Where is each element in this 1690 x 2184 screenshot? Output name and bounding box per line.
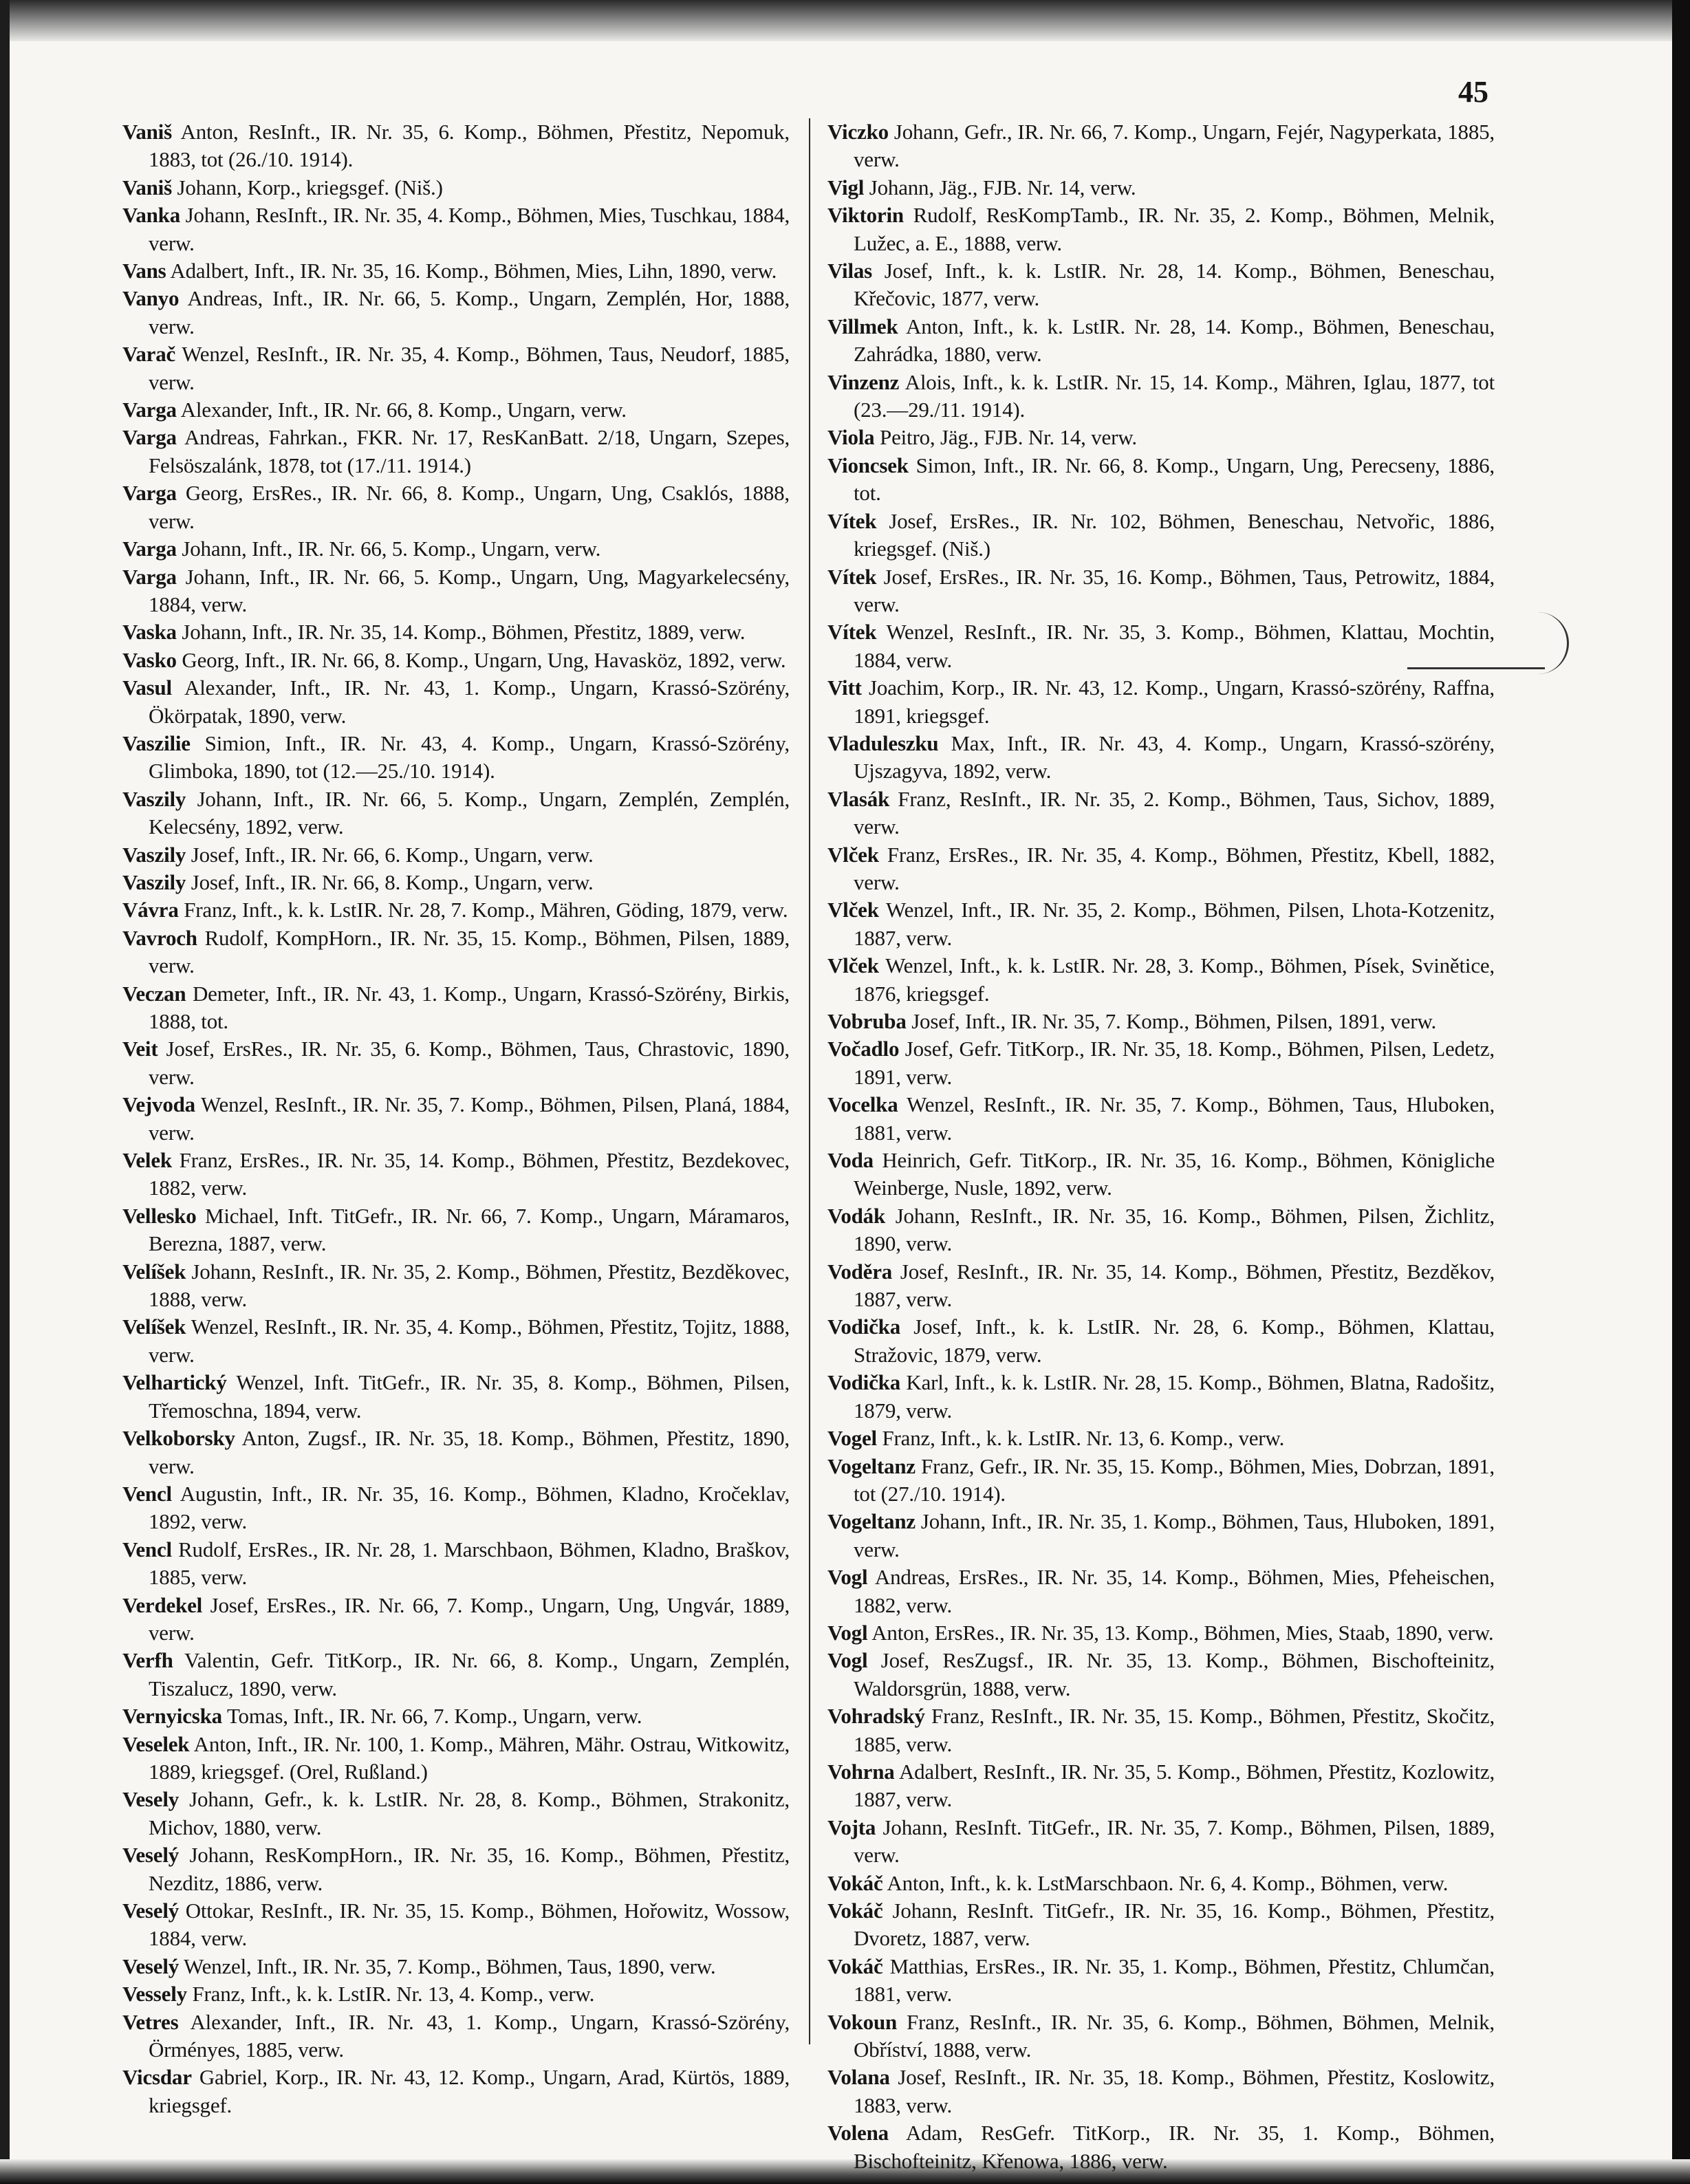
list-entry	[827, 118, 1495, 174]
entry-surname: Vokáč	[827, 1954, 883, 1978]
entry-details: Demeter, Inft., IR. Nr. 43, 1. Komp., Ungarn, Krassó-Szörény, Birkis, 1888, tot.	[149, 981, 790, 1033]
list-entry	[122, 786, 790, 841]
entry-surname: Volana	[827, 2065, 890, 2090]
entry-surname: Vanka	[122, 203, 181, 228]
entry-surname: Velíšek	[122, 1315, 186, 1339]
entry-details: Wenzel, ResInft., IR. Nr. 35, 4. Komp., Böhmen, Přestitz, Tojitz, 1888, verw.	[149, 1315, 790, 1367]
list-entry	[827, 1369, 1495, 1425]
entry-details: Johann, ResInft., IR. Nr. 35, 4. Komp., Böhmen, Mies, Tuschkau, 1884, verw.	[149, 203, 790, 255]
list-entry	[122, 563, 790, 619]
list-entry	[827, 1897, 1495, 1953]
entry-details: Ottokar, ResInft., IR. Nr. 35, 15. Komp., Böhmen, Hořowitz, Wossow, 1884, verw.	[149, 1899, 790, 1951]
entry-surname: Vogeltanz	[827, 1509, 916, 1534]
list-entry	[122, 925, 790, 980]
entry-surname: Verdekel	[122, 1592, 203, 1617]
entry-surname: Vaniš	[122, 175, 172, 199]
list-entry	[827, 1702, 1495, 1758]
entry-surname: Vinzenz	[827, 369, 900, 394]
list-entry	[122, 424, 790, 479]
list-entry	[827, 1564, 1495, 1619]
entry-surname: Vetres	[122, 2009, 179, 2034]
list-entry	[122, 1953, 790, 1980]
list-entry	[827, 257, 1495, 313]
list-entry	[122, 869, 790, 896]
list-entry	[827, 1508, 1495, 1564]
list-entry	[122, 647, 790, 674]
list-entry	[827, 1035, 1495, 1091]
list-entry	[122, 174, 790, 202]
entry-surname: Vesely	[122, 1787, 180, 1812]
entry-surname: Vans	[122, 259, 166, 283]
list-entry	[827, 2064, 1495, 2119]
entry-surname: Varga	[122, 398, 177, 422]
entry-surname: Varga	[122, 564, 177, 589]
entry-details: Karl, Inft., k. k. LstIR. Nr. 28, 15. Komp., Böhmen, Blatna, Radošitz, 1879, verw.	[854, 1370, 1495, 1423]
entry-surname: Vogl	[827, 1620, 868, 1645]
list-entry	[122, 1202, 790, 1258]
entry-details: Rudolf, ResKompTamb., IR. Nr. 35, 2. Komp., Böhmen, Melnik, Lužec, a. E., 1888, verw.	[854, 203, 1495, 255]
list-entry	[122, 1035, 790, 1091]
column-divider	[809, 118, 810, 2044]
entry-details: Anton, Zugsf., IR. Nr. 35, 18. Komp., Böhmen, Přestitz, 1890, verw.	[149, 1426, 790, 1478]
left-column	[122, 118, 790, 2119]
entry-surname: Varga	[122, 537, 177, 561]
entry-details: Simon, Inft., IR. Nr. 66, 8. Komp., Ungarn, Ung, Perecseny, 1886, tot.	[854, 453, 1495, 506]
entry-details: Gabriel, Korp., IR. Nr. 43, 12. Komp., Ungarn, Arad, Kürtös, 1889, kriegsgef.	[149, 2065, 790, 2117]
list-entry	[827, 896, 1495, 952]
list-entry	[122, 479, 790, 535]
entry-details: Josef, ResInft., IR. Nr. 35, 18. Komp., Böhmen, Přestitz, Koslowitz, 1883, verw.	[854, 2065, 1495, 2117]
list-entry	[827, 424, 1495, 451]
list-entry	[122, 535, 790, 563]
entry-details: Johann, Jäg., FJB. Nr. 14, verw.	[869, 175, 1136, 199]
list-entry	[827, 1814, 1495, 1870]
entry-surname: Veit	[122, 1037, 158, 1061]
list-entry	[122, 1258, 790, 1314]
entry-surname: Vokáč	[827, 1899, 883, 1923]
pen-mark-line	[1407, 667, 1545, 669]
entry-details: Andreas, Inft., IR. Nr. 66, 5. Komp., Ungarn, Zemplén, Hor, 1888, verw.	[149, 286, 790, 338]
entry-surname: Vicsdar	[122, 2065, 192, 2090]
entry-details: Franz, Inft., k. k. LstIR. Nr. 28, 7. Komp., Mähren, Göding, 1879, verw.	[184, 898, 788, 922]
entry-details: Franz, Gefr., IR. Nr. 35, 15. Komp., Böhmen, Mies, Dobrzan, 1891, tot (27./10. 1914).	[854, 1453, 1495, 1506]
list-entry	[122, 1369, 790, 1425]
entry-details: Adam, ResGefr. TitKorp., IR. Nr. 35, 1. Komp., Böhmen, Bischofteinitz, Křenowa, 1886, verw.	[854, 2121, 1495, 2173]
list-entry	[827, 618, 1495, 674]
list-entry	[122, 285, 790, 340]
scan-edge-right	[1672, 0, 1690, 2184]
entry-details: Wenzel, ResInft., IR. Nr. 35, 7. Komp., Böhmen, Taus, Hluboken, 1881, verw.	[854, 1092, 1495, 1145]
entry-surname: Vaszilie	[122, 731, 191, 755]
entry-details: Franz, ErsRes., IR. Nr. 35, 4. Komp., Böhmen, Přestitz, Kbell, 1882, verw.	[854, 842, 1495, 894]
entry-details: Josef, Inft., IR. Nr. 35, 7. Komp., Böhmen, Pilsen, 1891, verw.	[911, 1009, 1437, 1033]
entry-details: Johann, Gefr., IR. Nr. 66, 7. Komp., Ungarn, Fejér, Nagyperkata, 1885, verw.	[854, 120, 1495, 172]
list-entry	[122, 674, 790, 730]
list-entry	[122, 1313, 790, 1369]
list-entry	[827, 1202, 1495, 1258]
entry-surname: Viczko	[827, 120, 889, 144]
entry-surname: Vlasák	[827, 786, 890, 811]
entry-surname: Vohradský	[827, 1704, 925, 1729]
list-entry	[827, 730, 1495, 786]
list-entry	[827, 508, 1495, 563]
list-entry	[827, 1258, 1495, 1314]
entry-surname: Vokoun	[827, 2009, 898, 2034]
entry-details: Michael, Inft. TitGefr., IR. Nr. 66, 7. Komp., Ungarn, Máramaros, Berezna, 1887, verw.	[149, 1203, 790, 1256]
entry-details: Rudolf, ErsRes., IR. Nr. 28, 1. Marschbaon, Böhmen, Kladno, Braškov, 1885, verw.	[149, 1537, 790, 1590]
entry-surname: Voděra	[827, 1259, 893, 1284]
entry-details: Adalbert, ResInft., IR. Nr. 35, 5. Komp., Böhmen, Přestitz, Kozlowitz, 1887, verw.	[854, 1759, 1495, 1812]
entry-details: Max, Inft., IR. Nr. 43, 4. Komp., Ungarn, Krassó-szörény, Ujszagyva, 1892, verw.	[854, 731, 1495, 783]
entry-surname: Vogel	[827, 1426, 877, 1451]
entry-details: Anton, Inft., IR. Nr. 100, 1. Komp., Mähren, Mähr. Ostrau, Witkowitz, 1889, kriegsgef. (Orel, Rußland.)	[149, 1731, 790, 1784]
list-entry	[122, 980, 790, 1036]
entry-surname: Vernyicska	[122, 1704, 222, 1729]
entry-details: Georg, ErsRes., IR. Nr. 66, 8. Komp., Ungarn, Ung, Csaklós, 1888, verw.	[149, 481, 790, 533]
list-entry	[827, 1091, 1495, 1147]
entry-surname: Vejvoda	[122, 1092, 195, 1117]
entry-details: Wenzel, Inft., IR. Nr. 35, 7. Komp., Böhmen, Taus, 1890, verw.	[184, 1954, 716, 1978]
entry-surname: Vasko	[122, 647, 177, 672]
list-entry	[122, 340, 790, 396]
entry-details: Johann, ResKompHorn., IR. Nr. 35, 16. Komp., Böhmen, Přestitz, Nezditz, 1886, verw.	[149, 1843, 790, 1895]
entry-details: Johann, ResInft. TitGefr., IR. Nr. 35, 16. Komp., Böhmen, Přestitz, Dvoretz, 1887, verw.	[854, 1899, 1495, 1951]
entry-surname: Vohrna	[827, 1759, 895, 1784]
list-entry	[827, 202, 1495, 257]
list-entry	[827, 369, 1495, 424]
pen-mark-bracket	[1528, 612, 1569, 674]
entry-surname: Veselý	[122, 1843, 180, 1868]
entry-details: Josef, ErsRes., IR. Nr. 66, 7. Komp., Ungarn, Ung, Ungvár, 1889, verw.	[149, 1592, 790, 1645]
entry-details: Johann, Inft., IR. Nr. 66, 5. Komp., Ungarn, verw.	[182, 537, 601, 561]
entry-surname: Vioncsek	[827, 453, 909, 477]
list-entry	[122, 896, 790, 924]
entry-details: Anton, ResInft., IR. Nr. 35, 6. Komp., Böhmen, Přestitz, Nepomuk, 1883, tot (26./10. 1914).	[149, 120, 790, 172]
entry-surname: Vaska	[122, 620, 177, 645]
entry-details: Johann, Gefr., k. k. LstIR. Nr. 28, 8. Komp., Böhmen, Strakonitz, Michov, 1880, verw.	[149, 1787, 790, 1839]
entry-details: Heinrich, Gefr. TitKorp., IR. Nr. 35, 16. Komp., Böhmen, Königliche Weinberge, Nusle, 1892, verw.	[854, 1148, 1495, 1200]
list-entry	[122, 118, 790, 174]
list-entry	[122, 1897, 790, 1953]
entry-surname: Vaszily	[122, 869, 186, 894]
entry-surname: Veczan	[122, 981, 186, 1006]
list-entry	[122, 1592, 790, 1647]
entry-surname: Vavroch	[122, 925, 197, 950]
scan-edge-top	[0, 0, 1690, 41]
list-entry	[827, 313, 1495, 369]
entry-surname: Vessely	[122, 1982, 187, 2007]
entry-surname: Vogl	[827, 1648, 868, 1673]
list-entry	[827, 452, 1495, 508]
entry-surname: Volena	[827, 2121, 889, 2145]
entry-details: Peitro, Jäg., FJB. Nr. 14, verw.	[880, 425, 1137, 450]
list-entry	[122, 730, 790, 786]
entry-details: Franz, ResInft., IR. Nr. 35, 15. Komp., Böhmen, Přestitz, Skočitz, 1885, verw.	[854, 1704, 1495, 1756]
entry-surname: Vladuleszku	[827, 731, 939, 755]
entry-details: Johann, ResInft. TitGefr., IR. Nr. 35, 7. Komp., Böhmen, Pilsen, 1889, verw.	[854, 1815, 1495, 1868]
entry-surname: Viktorin	[827, 203, 904, 228]
entry-surname: Vasul	[122, 675, 172, 700]
entry-details: Franz, ResInft., IR. Nr. 35, 2. Komp., Böhmen, Taus, Sichov, 1889, verw.	[854, 786, 1495, 839]
list-entry	[122, 618, 790, 646]
list-entry	[827, 1425, 1495, 1452]
entry-surname: Vodička	[827, 1315, 900, 1339]
entry-surname: Vigl	[827, 175, 865, 199]
list-entry	[122, 1480, 790, 1536]
list-entry	[122, 1841, 790, 1897]
entry-surname: Velíšek	[122, 1259, 186, 1284]
entry-surname: Velhartický	[122, 1370, 227, 1395]
entry-details: Georg, Inft., IR. Nr. 66, 8. Komp., Ungarn, Ung, Havasköz, 1892, verw.	[182, 647, 786, 672]
entry-details: Josef, ErsRes., IR. Nr. 102, Böhmen, Beneschau, Netvořic, 1886, kriegsgef. (Niš.)	[854, 508, 1495, 561]
list-entry	[827, 1870, 1495, 1897]
list-entry	[122, 396, 790, 424]
list-entry	[122, 1147, 790, 1202]
entry-details: Wenzel, Inft., IR. Nr. 35, 2. Komp., Böhmen, Pilsen, Lhota-Kotzenitz, 1887, verw.	[854, 898, 1495, 950]
entry-details: Franz, Inft., k. k. LstIR. Nr. 13, 4. Komp., verw.	[192, 1982, 595, 2007]
list-entry	[827, 1647, 1495, 1702]
entry-details: Josef, Inft., IR. Nr. 66, 6. Komp., Ungarn, verw.	[191, 842, 594, 867]
entry-details: Simion, Inft., IR. Nr. 43, 4. Komp., Ungarn, Krassó-Szörény, Glimboka, 1890, tot (12.—25./10. 1914).	[149, 731, 790, 783]
entry-details: Wenzel, ResInft., IR. Nr. 35, 3. Komp., Böhmen, Klattau, Mochtin, 1884, verw.	[854, 620, 1495, 672]
entry-details: Andreas, ErsRes., IR. Nr. 35, 14. Komp., Böhmen, Mies, Pfeheischen, 1882, verw.	[854, 1565, 1495, 1617]
list-entry	[827, 786, 1495, 841]
entry-surname: Villmek	[827, 314, 898, 338]
entry-surname: Vanyo	[122, 286, 180, 311]
entry-surname: Vaniš	[122, 120, 172, 144]
entry-details: Johann, ResInft., IR. Nr. 35, 16. Komp., Böhmen, Pilsen, Žichlitz, 1890, verw.	[854, 1203, 1495, 1256]
entry-surname: Vitt	[827, 675, 862, 700]
entry-details: Johann, Inft., IR. Nr. 35, 14. Komp., Böhmen, Přestitz, 1889, verw.	[182, 620, 746, 645]
entry-details: Wenzel, ResInft., IR. Nr. 35, 4. Komp., Böhmen, Taus, Neudorf, 1885, verw.	[149, 342, 790, 394]
entry-surname: Varač	[122, 342, 176, 367]
entry-details: Wenzel, Inft. TitGefr., IR. Nr. 35, 8. Komp., Böhmen, Pilsen, Třemoschna, 1894, verw.	[149, 1370, 790, 1423]
entry-surname: Veselek	[122, 1731, 190, 1756]
entry-surname: Varga	[122, 425, 177, 450]
entry-surname: Vojta	[827, 1815, 876, 1839]
list-entry	[827, 1619, 1495, 1647]
entry-surname: Velek	[122, 1148, 172, 1173]
entry-details: Franz, ResInft., IR. Nr. 35, 6. Komp., Böhmen, Böhmen, Melnik, Obříství, 1888, verw.	[854, 2009, 1495, 2062]
list-entry	[827, 1453, 1495, 1509]
list-entry	[827, 1758, 1495, 1814]
list-entry	[122, 257, 790, 285]
entry-surname: Vítek	[827, 620, 877, 645]
entry-details: Adalbert, Inft., IR. Nr. 35, 16. Komp., Böhmen, Mies, Lihn, 1890, verw.	[170, 259, 777, 283]
list-entry	[122, 841, 790, 869]
entry-details: Alexander, Inft., IR. Nr. 43, 1. Komp., Ungarn, Krassó-Szörény, Ökörpatak, 1890, verw.	[149, 675, 790, 728]
entry-surname: Veselý	[122, 1899, 180, 1923]
entry-surname: Viola	[827, 425, 875, 450]
list-entry	[122, 1425, 790, 1480]
entry-details: Augustin, Inft., IR. Nr. 35, 16. Komp., Böhmen, Kladno, Kročeklav, 1892, verw.	[149, 1481, 790, 1534]
list-entry	[827, 1008, 1495, 1035]
entry-details: Alexander, Inft., IR. Nr. 66, 8. Komp., Ungarn, verw.	[180, 398, 627, 422]
list-entry	[122, 2009, 790, 2064]
entry-details: Johann, Inft., IR. Nr. 35, 1. Komp., Böhmen, Taus, Hluboken, 1891, verw.	[854, 1509, 1495, 1561]
entry-surname: Vlček	[827, 953, 879, 978]
entry-surname: Vodička	[827, 1370, 900, 1395]
list-entry	[827, 174, 1495, 202]
entry-details: Josef, ResZugsf., IR. Nr. 35, 13. Komp., Böhmen, Bischofteinitz, Waldorsgrün, 1888, verw.	[854, 1648, 1495, 1700]
entry-surname: Vencl	[122, 1481, 172, 1506]
list-entry	[827, 1313, 1495, 1369]
list-entry	[827, 841, 1495, 897]
entry-surname: Vogl	[827, 1565, 868, 1590]
entry-surname: Vítek	[827, 508, 877, 533]
entry-details: Josef, ErsRes., IR. Nr. 35, 6. Komp., Böhmen, Taus, Chrastovic, 1890, verw.	[149, 1037, 790, 1089]
entry-details: Alois, Inft., k. k. LstIR. Nr. 15, 14. Komp., Mähren, Iglau, 1877, tot (23.—29./11. 1914).	[854, 369, 1495, 422]
entry-surname: Vávra	[122, 898, 179, 922]
entry-surname: Vilas	[827, 259, 873, 283]
entry-surname: Voda	[827, 1148, 874, 1173]
entry-details: Anton, Inft., k. k. LstIR. Nr. 28, 14. Komp., Böhmen, Beneschau, Zahrádka, 1880, verw.	[854, 314, 1495, 367]
entry-details: Anton, ErsRes., IR. Nr. 35, 13. Komp., Böhmen, Mies, Staab, 1890, verw.	[871, 1620, 1494, 1645]
entry-surname: Vobruba	[827, 1009, 907, 1033]
entry-details: Franz, ErsRes., IR. Nr. 35, 14. Komp., Böhmen, Přestitz, Bezdekovec, 1882, verw.	[149, 1148, 790, 1200]
list-entry	[122, 1786, 790, 1841]
entry-details: Valentin, Gefr. TitKorp., IR. Nr. 66, 8. Komp., Ungarn, Zemplén, Tiszalucz, 1890, verw.	[149, 1648, 790, 1700]
entry-details: Josef, ErsRes., IR. Nr. 35, 16. Komp., Böhmen, Taus, Petrowitz, 1884, verw.	[854, 564, 1495, 616]
entry-surname: Vogeltanz	[827, 1453, 916, 1478]
list-entry	[827, 952, 1495, 1008]
entry-details: Joachim, Korp., IR. Nr. 43, 12. Komp., Ungarn, Krassó-szörény, Raffna, 1891, kriegsgef.	[854, 675, 1495, 728]
list-entry	[122, 1536, 790, 1592]
entry-surname: Vodák	[827, 1203, 886, 1228]
entry-surname: Vokáč	[827, 1870, 883, 1895]
list-entry	[122, 202, 790, 257]
list-entry	[122, 1091, 790, 1147]
entry-surname: Veselý	[122, 1954, 180, 1978]
entry-details: Johann, ResInft., IR. Nr. 35, 2. Komp., Böhmen, Přestitz, Bezděkovec, 1888, verw.	[149, 1259, 790, 1312]
entry-details: Josef, ResInft., IR. Nr. 35, 14. Komp., Böhmen, Přestitz, Bezděkov, 1887, verw.	[854, 1259, 1495, 1312]
entry-surname: Velkoborsky	[122, 1426, 235, 1451]
entry-details: Johann, Korp., kriegsgef. (Niš.)	[177, 175, 443, 199]
list-entry	[827, 563, 1495, 619]
entry-details: Josef, Inft., IR. Nr. 66, 8. Komp., Ungarn, verw.	[191, 869, 594, 894]
list-entry	[827, 2119, 1495, 2175]
entry-details: Josef, Inft., k. k. LstIR. Nr. 28, 6. Komp., Böhmen, Klattau, Stražovic, 1879, verw.	[854, 1315, 1495, 1367]
entry-details: Tomas, Inft., IR. Nr. 66, 7. Komp., Ungarn, verw.	[226, 1704, 642, 1729]
entry-details: Andreas, Fahrkan., FKR. Nr. 17, ResKanBatt. 2/18, Ungarn, Szepes, Felsöszalánk, 1878, tot (17./11. 1914.)	[149, 425, 790, 477]
entry-surname: Vítek	[827, 564, 877, 589]
entry-details: Alexander, Inft., IR. Nr. 43, 1. Komp., Ungarn, Krassó-Szörény, Örményes, 1885, verw.	[149, 2009, 790, 2062]
entry-details: Wenzel, ResInft., IR. Nr. 35, 7. Komp., Böhmen, Pilsen, Planá, 1884, verw.	[149, 1092, 790, 1145]
list-entry	[122, 1731, 790, 1786]
entry-details: Johann, Inft., IR. Nr. 66, 5. Komp., Ungarn, Ung, Magyarkelecsény, 1884, verw.	[149, 564, 790, 616]
entry-surname: Vellesko	[122, 1203, 197, 1228]
list-entry	[827, 674, 1495, 730]
entry-details: Franz, Inft., k. k. LstIR. Nr. 13, 6. Komp., verw.	[882, 1426, 1285, 1451]
scan-edge-left	[0, 0, 10, 2184]
list-entry	[122, 1980, 790, 2008]
list-entry	[827, 2009, 1495, 2064]
page-number: 45	[1458, 75, 1488, 109]
entry-surname: Vocelka	[827, 1092, 898, 1117]
entry-details: Johann, Inft., IR. Nr. 66, 5. Komp., Ungarn, Zemplén, Zemplén, Kelecsény, 1892, verw.	[149, 786, 790, 839]
entry-surname: Vlček	[827, 898, 879, 922]
list-entry	[122, 1702, 790, 1730]
right-column	[827, 118, 1495, 2175]
list-entry	[122, 1647, 790, 1702]
entry-surname: Verfh	[122, 1648, 173, 1673]
list-entry	[827, 1953, 1495, 2009]
entry-details: Rudolf, KompHorn., IR. Nr. 35, 15. Komp., Böhmen, Pilsen, 1889, verw.	[149, 925, 790, 978]
entry-surname: Vočadlo	[827, 1037, 900, 1061]
entry-details: Wenzel, Inft., k. k. LstIR. Nr. 28, 3. Komp., Böhmen, Písek, Svinětice, 1876, kriegsgef.	[854, 953, 1495, 1006]
entry-surname: Vaszily	[122, 786, 186, 811]
entry-surname: Varga	[122, 481, 177, 506]
entry-surname: Vencl	[122, 1537, 172, 1561]
entry-surname: Vlček	[827, 842, 879, 867]
entry-details: Anton, Inft., k. k. LstMarschbaon. Nr. 6, 4. Komp., Böhmen, verw.	[887, 1870, 1449, 1895]
entry-details: Josef, Inft., k. k. LstIR. Nr. 28, 14. Komp., Böhmen, Beneschau, Křečovic, 1877, verw.	[854, 259, 1495, 311]
list-entry	[122, 2064, 790, 2119]
entry-details: Josef, Gefr. TitKorp., IR. Nr. 35, 18. Komp., Böhmen, Pilsen, Ledetz, 1891, verw.	[854, 1037, 1495, 1089]
entry-details: Matthias, ErsRes., IR. Nr. 35, 1. Komp., Böhmen, Přestitz, Chlumčan, 1881, verw.	[854, 1954, 1495, 2007]
entry-surname: Vaszily	[122, 842, 186, 867]
list-entry	[827, 1147, 1495, 1202]
